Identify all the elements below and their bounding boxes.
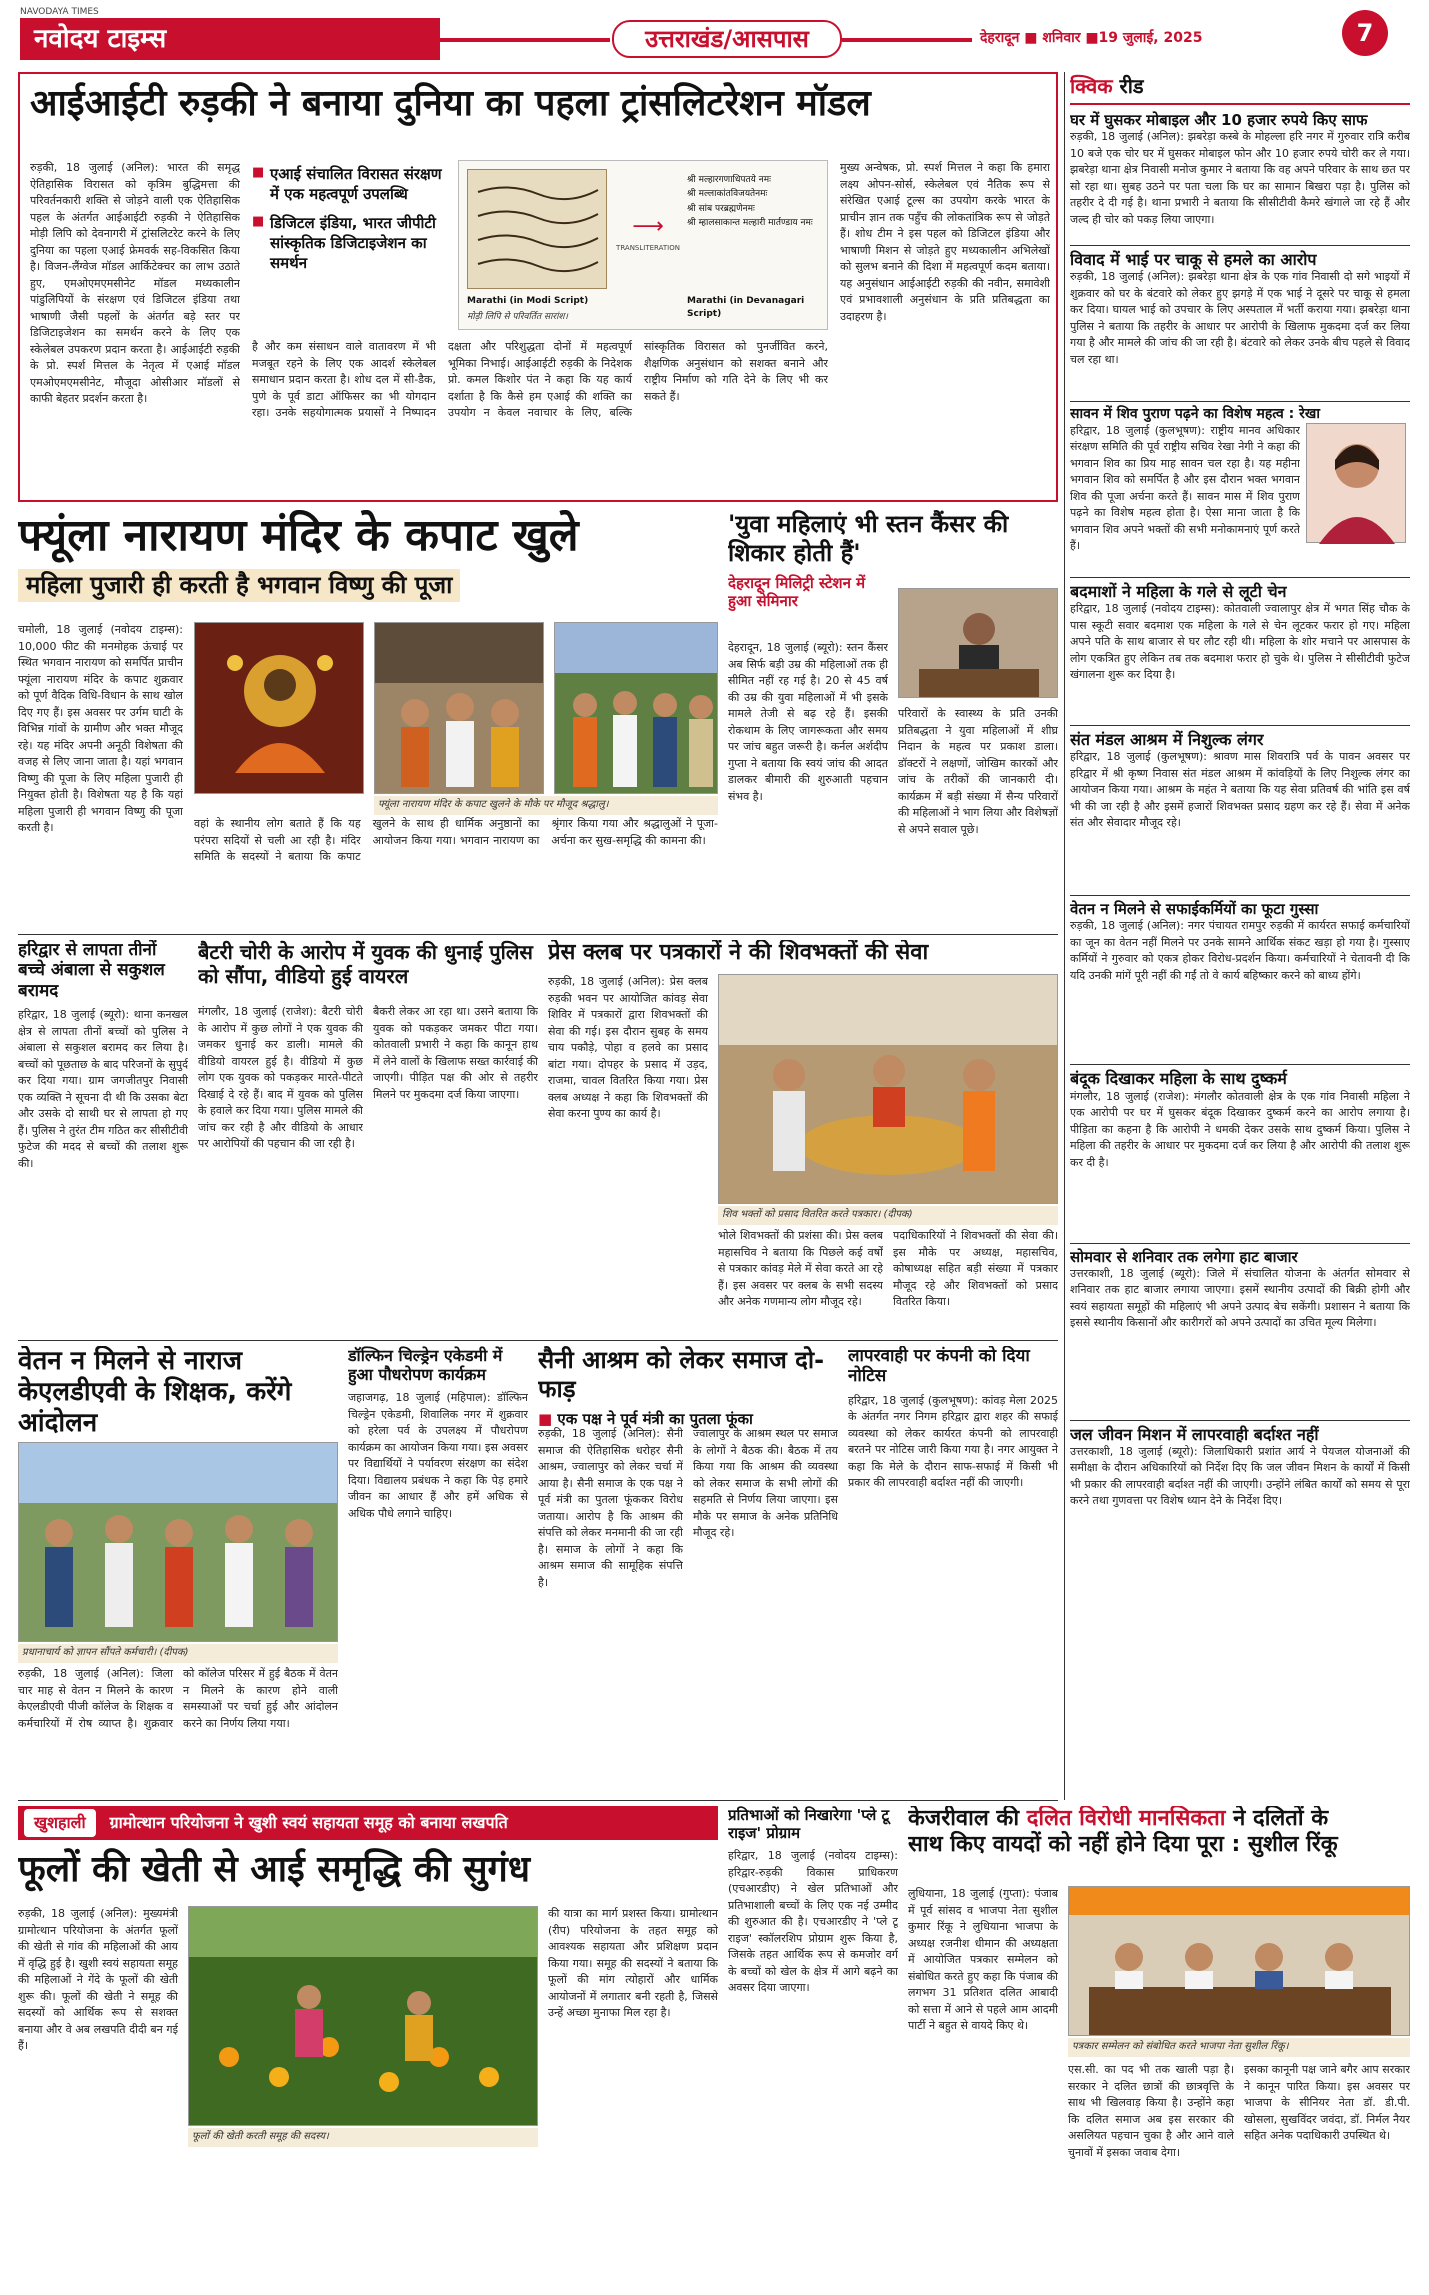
sidebar-headline: सोमवार से शनिवार तक लगेगा हाट बाजार <box>1070 1247 1298 1266</box>
lead-headline: आईआईटी रुड़की ने बनाया दुनिया का पहला ट्रांसलिटरेशन मॉडल <box>30 83 871 124</box>
saini-body: रुड़की, 18 जुलाई (अनिल): सैनी समाज की ऐतिहासिक धरोहर सैनी आश्रम, ज्वालापुर को लेकर चर्चा में आया है। सैनी समाज के एक पक्ष ने पूर्व मंत्री का पुतला फूंककर विरोध जताया। आरोप है कि आश्रम की संपत्ति को लेकर मनमानी की जा रही है। समाज के लोगों ने कहा कि आश्रम समाज की सामूहिक संपत्ति है। <box>538 1427 683 1589</box>
sidebar-body: रुड़की, 18 जुलाई (अनिल): नगर पंचायत रामपुर रुड़की में कार्यरत सफाई कर्मचारियों का जून का वेतन नहीं मिलने पर उनके सामने आर्थिक संकट खड़ा हो गया है। गुस्साए कर्मियों ने गुरुवार को एकत्र होकर विरोध-प्रदर्शन किया। कर्मचारियों ने चेतावनी दी कि यदि उनकी मांगें पूरी नहीं की गईं तो वे कार्य बहिष्कार करने को बाध्य होंगे। <box>1070 919 1410 982</box>
lead-bullet: ■ एआई संचालित विरासत संरक्षण में एक महत्वपूर्ण उपलब्धि <box>252 164 442 205</box>
arrow-right-icon: ⟶ <box>632 214 664 239</box>
divider <box>18 934 1058 935</box>
cancer-headline: 'युवा महिलाएं भी स्तन कैंसर की शिकार होती हैं' <box>728 510 1009 567</box>
rekha-portrait <box>1306 423 1406 543</box>
lead-figure <box>458 160 828 330</box>
flower-body: रुड़की, 18 जुलाई (अनिल): मुख्यमंत्री ग्रामोत्थान परियोजना के अंतर्गत फूलों की खेती से गांव की महिलाओं की आय में वृद्धि हुई है। खुशी स्वयं सहायता समूह की महिलाओं ने गेंदे के फूलों की खेती शुरू की। फूलों की खेती ने समूह की सदस्यों को आर्थिक रूप से सशक्त बनाया और वे अब लखपति दीदी बन गई हैं। <box>18 1907 178 2052</box>
teachers-photo-caption: प्रधानाचार्य को ज्ञापन सौंपते कर्मचारी। (दीपक) <box>18 1644 338 1663</box>
section-tag: उत्तराखंड/आसपास <box>612 20 842 58</box>
memorandum-handover-icon <box>19 1443 338 1642</box>
prasad-distribution-icon <box>719 975 1058 1204</box>
lead-bullet: ■ डिजिटल इंडिया, भारत जीपीटी सांस्कृतिक डिजिटाइजेशन का समर्थन <box>252 213 442 274</box>
person-icon <box>1307 424 1407 544</box>
temple-photo-caption: फ्यूंला नारायण मंदिर के कपाट खुलने के मौके पर मौजूद श्रद्धालु। <box>374 796 718 815</box>
masthead-rule-left <box>440 38 610 42</box>
divider <box>1070 401 1410 402</box>
dolphin-story <box>348 1346 528 1796</box>
dateline: देहरादून ■ शनिवार ■19 जुलाई, 2025 <box>980 30 1203 46</box>
temple-subhead: महिला पुजारी ही करती है भगवान विष्णु की पूजा <box>18 569 460 602</box>
press-story <box>548 940 1058 1335</box>
sidebar-headline: संत मंडल आश्रम में निशुल्क लंगर <box>1070 730 1264 750</box>
devanagari-line: श्री म्हालसाकान्त मल्हारी मार्तण्डाय नमः <box>687 218 813 229</box>
saini-kicker <box>538 1410 838 1428</box>
temple-story <box>18 510 718 930</box>
sidebar-headline: वेतन न मिलने से सफाईकर्मियों का फूटा गुस्सा <box>1070 900 1319 919</box>
divider <box>1070 577 1410 578</box>
battery-col2: बैकरी लेकर आ रहा था। उसने बताया कि युवक को पकड़कर जमकर पीटा गया। कोतवाली प्रभारी ने कहा कि कानून हाथ में लेने वालों के खिलाफ सख्त कार्रवाई की जाएगी। पीड़ित पक्ष की ओर से तहरीर मिलने पर मुकदमा दर्ज किया जाएगा। <box>373 1005 538 1101</box>
lead-bullets <box>252 164 442 281</box>
missing-story <box>18 940 188 1335</box>
dolphin-headline: डॉल्फिन चिल्ड्रेन एकेडमी में हुआ पौधरोपण कार्यक्रम <box>348 1346 503 1385</box>
pratibha-body: हरिद्वार, 18 जुलाई (नवोदय टाइम्स): हरिद्वार-रुड़की विकास प्राधिकरण (एचआरडीए) ने खेल प्रतिभाओं और प्रतिभाशाली बच्चों के लिए एक नई उम्मीद की शुरुआत की है। एचआरडीए ने 'प्ले टू राइज' स्कॉलरशिप प्रोग्राम शुरू किया है, जिसके तहत आर्थिक रूप से कमजोर वर्ग के बच्चों को खेल के क्षेत्र में आगे बढ़ने का अवसर दिया जाएगा। <box>728 1849 898 1994</box>
figure-arrow <box>613 211 683 253</box>
lead-story <box>18 72 1058 502</box>
rekha-block <box>1070 423 1410 573</box>
divider <box>1070 1420 1410 1421</box>
flower-col2: की यात्रा का मार्ग प्रशस्त किया। ग्रामोत्थान (रीप) परियोजना के तहत समूह को आवश्यक सहायता और प्रशिक्षण प्रदान किया गया। समूह की सदस्यों ने बताया कि फूलों की मांग त्योहारों और धार्मिक आयोजनों में लगातार बनी रहती है, जिससे उन्हें अच्छा मुनाफा मिल रहा है। <box>548 1907 718 2019</box>
flower-headline: फूलों की खेती से आई समृद्धि की सुगंध <box>18 1849 530 1890</box>
missing-body: हरिद्वार, 18 जुलाई (ब्यूरो): थाना कनखल क्षेत्र से लापता तीनों बच्चों को पुलिस ने अंबाला से सकुशल बरामद कर लिया है। बच्चों को पूछताछ के बाद परिजनों के सुपुर्द कर दिया गया। ग्राम जगजीतपुर निवासी एक व्यक्ति ने सूचना दी थी कि उसका बेटा और उसके दो साथी घर से लापता हो गए हैं। पुलिस ने तुरंत टीम गठित कर सीसीटीवी फुटेज की मदद से बच्चों की तलाश शुरू की। <box>18 1008 188 1170</box>
devanagari-line: श्री मल्हारगणाधिपतये नमः <box>687 175 771 185</box>
divider <box>1070 725 1410 726</box>
kejriwal-headline-part2: ने दलितों के <box>1233 1806 1329 1831</box>
teachers-photo <box>18 1442 338 1642</box>
missing-headline: हरिद्वार से लापता तीनों बच्चे अंबाला से सकुशल बरामद <box>18 940 165 1001</box>
lead-body: रुड़की, 18 जुलाई (अनिल): भारत की समृद्ध ऐतिहासिक विरासत को कृत्रिम बुद्धिमत्ता की परिवर्तनकारी शक्ति से जोड़ने वाली एक ऐतिहासिक पहल के अंतर्गत आईआईटी रुड़की ने ऐतिहासिक मोड़ी लिपि को देवनागरी में ट्रांसलिटरेट करने के लिए दुनिया का पहला एआई फ्रेमवर्क सह-विकसित किया है। विजन-लैंग्वेज मॉडल आर्किटेक्चर का लाभ उठाते हुए, एमओएमएमसीनेट मॉडल मध्यकालीन पांडुलिपियों के संरक्षण एवं डिजिटल इंडिया तथा भाषाणी जैसी पहलों के अंतर्गत बड़े स्तर पर डिजिटाइजेशन का समर्थन करने के लिए एक स्केलेबल उपकरण प्रदान करता है। आईआईटी रुड़की के प्रो. स्पर्श मित्तल के नेतृत्व में एआई मॉडल एमओएमएमसीनेट, मौजूदा ओसीआर मॉडलों से काफी बेहतर प्रदर्शन करता है। <box>30 161 240 405</box>
saini-headline: सैनी आश्रम को लेकर समाज दो-फाड़ <box>538 1346 825 1403</box>
quick-read-label-red: क्विक <box>1070 74 1113 98</box>
kejriwal-col3: इसका कानूनी पक्ष जाने बगैर आप सरकार ने कानून पारित किया। इस अवसर पर भाजपा के सीनियर नेता डॉ. डी.पी. खोसला, सुखविंदर जवंदा, डॉ. निर्मल नैयर सहित अनेक पदाधिकारी उपस्थित थे। <box>1244 2063 1410 2142</box>
group-icon <box>555 623 718 794</box>
kejriwal-photo <box>1068 1886 1410 2036</box>
notice-story <box>848 1346 1058 1796</box>
sidebar-body: रुड़की, 18 जुलाई (अनिल): झबरेड़ा थाना क्षेत्र के एक गांव निवासी दो सगे भाइयों में शुक्रवार को घर के बंटवारे को लेकर हुए झगड़े में एक भाई ने दूसरे पर चाकू से हमला कर दिया। घायल भाई को उपचार के लिए अस्पताल में भर्ती कराया गया। झबरेड़ा थाना पुलिस ने बताया कि तहरीर के आधार पर आरोपी के खिलाफ मुकदमा दर्ज कर लिया गया है और मामले की जांच की जा रही है। बंटवारे को लेकर उनके बीच पहले से विवाद चल रहा था। <box>1070 270 1410 366</box>
teachers-headline: वेतन न मिलने से नाराज केएलडीएवी के शिक्षक, करेंगे आंदोलन <box>18 1346 292 1439</box>
press-body: रुड़की, 18 जुलाई (अनिल): प्रेस क्लब रुड़की भवन पर आयोजित कांवड़ सेवा शिविर में पत्रकारों द्वारा शिवभक्तों की सेवा की गई। इस दौरान सुबह के समय चाय पकौड़े, पोहा व हलवे का प्रसाद बांटा गया। दोपहर के प्रसाद में उड़द, राजमा, चावल वितरित किया गया। प्रेस क्लब अध्यक्ष ने कहा कि शिवभक्तों की सेवा करना पुण्य का कार्य है। <box>548 975 708 1120</box>
idol-icon <box>195 623 364 794</box>
sidebar-headline: जल जीवन मिशन में लापरवाही बर्दाश्त नहीं <box>1070 1424 1319 1444</box>
sidebar-body: उत्तरकाशी, 18 जुलाई (ब्यूरो): जिले में संचालित योजना के अंतर्गत सोमवार से शनिवार तक हाट बाजार लगाया जाएगा। इसमें स्थानीय उत्पादों की बिक्री होगी और स्वयं सहायता समूहों की महिलाएं भी अपने उत्पाद बेच सकेंगी। प्रशासन ने बताया कि इससे स्थानीय किसानों और कारीगरों को अपने उत्पादों का उचित मूल्य मिलेगा। <box>1070 1266 1410 1330</box>
press-col2: भोले शिवभक्तों की प्रशंसा की। प्रेस क्लब महासचिव ने बताया कि पिछले कई वर्षों से पत्रकार कांवड़ मेले में सेवा करते आ रहे हैं। इस अवसर पर क्लब के सभी सदस्य और अनेक गणमान्य लोग मौजूद रहे। <box>718 1229 883 1308</box>
column-divider <box>1064 72 1065 1800</box>
divider <box>1070 895 1410 896</box>
khushali-banner <box>18 1806 718 1840</box>
masthead-rule-right <box>842 38 972 42</box>
lead-col2: है और कम संसाधन वाले वातावरण में भी मजबूत रहने के लिए एक आदर्श स्केलेबल समाधान प्रदान करता है। शोध दल में सी-डैक, पुणे के पूर्व डाटा ऑफिसर का भी योगदान रहा। उनके सहयोगात्मक प्रयासों ने निष्पादन दक्षता और परिशुद्धता दोनों में महत्वपूर्ण भूमिका निभाई। आईआईटी रुड़की के निदेशक प्रो. कमल किशोर पंत ने कहा कि यह कार्य दर्शाता है कि कैसे हम एआई की शक्ति का उपयोग न केवल नवाचार के लिए, बल्कि सांस्कृतिक विरासत को पुनर्जीवित करने, शैक्षणिक अनुसंधान को सशक्त बनाने और राष्ट्रीय निर्माण को गति देने के लिए भी कर सकते हैं। <box>252 340 828 419</box>
pratibha-story <box>728 1806 898 2276</box>
sidebar-headline: बदमाशों ने महिला के गले से लूटी चेन <box>1070 581 1287 601</box>
sidebar-headline: सावन में शिव पुराण पढ़ने का विशेष महत्व : रेखा <box>1070 406 1320 423</box>
temple-col2: वहां के स्थानीय लोग बताते हैं कि यह परंपरा सदियों से चली आ रही है। मंदिर समिति के सदस्यों ने बताया कि कपाट खुलने के साथ ही धार्मिक अनुष्ठानों का आयोजन किया गया। भगवान नारायण का श्रृंगार किया गया और श्रद्धालुओं ने पूजा-अर्चना कर सुख-समृद्धि की कामना की। <box>194 817 718 863</box>
sidebar-body: मंगलौर, 18 जुलाई (राजेश): मंगलौर कोतवाली क्षेत्र के एक गांव निवासी महिला ने एक आरोपी पर घर में घुसकर बंदूक दिखाकर दुष्कर्म करने का आरोप लगाया है। पीड़िता का कहना है कि आरोपी ने धमकी देकर उसके साथ दुष्कर्म किया। पुलिस ने महिला की तहरीर के आधार पर मुकदमा दर्ज कर लिया है और आरोपी की तलाश शुरू कर दी है। <box>1070 1089 1410 1169</box>
modi-script-graphic <box>468 170 608 290</box>
modi-script-image <box>467 169 607 289</box>
sidebar-body: हरिद्वार, 18 जुलाई (नवोदय टाइम्स): कोतवाली ज्वालापुर क्षेत्र में भगत सिंह चौक के पास स्कूटी सवार बदमाश एक महिला के गले से चेन लूटकर फरार हो गए। महिला अपने पति के साथ बाजार से घर लौट रही थी। महिला के शोर मचाने पर आसपास के लोग एकत्रित हुए लेकिन तब तक बदमाश फरार हो चुके थे। पुलिस ने सीसीटीवी फुटेज खंगालना शुरू कर दिया है। <box>1070 602 1410 682</box>
devanagari-line: श्री मल्लाकांतविजयतेनमः <box>687 189 768 200</box>
sidebar-headline: विवाद में भाई पर चाकू से हमले का आरोप <box>1070 250 1317 269</box>
cancer-story <box>728 510 1058 930</box>
top-tag: NAVODAYA TIMES <box>20 7 99 17</box>
cancer-kicker: देहरादून मिलिट्री स्टेशन में हुआ सेमिनार <box>728 573 866 610</box>
page-number-badge: 7 <box>1342 10 1388 56</box>
press-headline: प्रेस क्लब पर पत्रकारों ने की शिवभक्तों की सेवा <box>548 940 929 965</box>
kejriwal-body: लुधियाना, 18 जुलाई (गुप्ता): पंजाब में पूर्व सांसद व भाजपा नेता सुशील कुमार रिंकू ने लुधियाना भाजपा के अध्यक्ष रजनीश धीमान की अध्यक्षता में आयोजित पत्रकार सम्मेलन को संबोधित करते हुए कहा कि पंजाब की लगभग 31 प्रतिशत दलित आबादी को सत्ता में आने से पहले आम आदमी पार्टी ने बहुत से वायदे किए थे। <box>908 1887 1058 2032</box>
quick-read-sidebar <box>1070 72 1410 2042</box>
divider <box>1070 1243 1410 1244</box>
kejriwal-headline <box>908 1806 1410 1832</box>
temple-photo-crowd <box>374 622 544 794</box>
devanagari-output <box>687 173 823 231</box>
sidebar-body: हरिद्वार, 18 जुलाई (कुलभूषण): राष्ट्रीय मानव अधिकार संरक्षण समिति की पूर्व राष्ट्रीय सचिव रेखा नेगी ने कहा की भगवान शिव का प्रिय माह सावन चल रहा है। यह महीना भगवान शिव को समर्पित है और इस दौरान भक्त भगवान शिव की पूजा अर्चना करते हैं। सावन मास में शिव पुराण पढ़ने का विशेष महत्व होता है। ऐसा माना जाता है कि भगवान शिव अपने भक्तों की सभी मनोकामनाएं पूर्ण करते हैं। <box>1070 423 1300 553</box>
press-col3: पदाधिकारियों ने शिवभक्तों की सेवा की। इस मौके पर अध्यक्ष, महासचिव, कोषाध्यक्ष सहित बड़ी संख्या में पत्रकार मौजूद रहे और शिवभक्तों को प्रसाद वितरित किया। <box>893 1229 1058 1308</box>
notice-headline: लापरवाही पर कंपनी को दिया नोटिस <box>848 1346 1030 1387</box>
battery-headline: बैटरी चोरी के आरोप में युवक की धुनाई पुलिस को सौंपा, वीडियो हुई वायरल <box>198 940 533 988</box>
flower-photo <box>188 1906 538 2126</box>
kejriwal-headline-highlight: दलित विरोधी मानसिकता <box>1026 1806 1226 1831</box>
saini-kicker-text: एक पक्ष ने पूर्व मंत्री का पुतला फूंका <box>557 1409 753 1428</box>
temple-headline: फ्यूंला नारायण मंदिर के कपाट खुले <box>18 510 579 561</box>
figure-left-caption: Marathi (in Modi Script) <box>467 296 589 306</box>
banner-text: ग्रामोत्थान परियोजना ने खुशी स्वयं सहायता समूह को बनाया लखपति <box>109 1813 508 1833</box>
kejriwal-headline-line2: साथ किए वायदों को नहीं होने दिया पूरा : सुशील रिंकू <box>908 1832 1338 1858</box>
flower-photo-caption: फूलों की खेती करती समूह की सदस्य। <box>188 2128 538 2147</box>
divider <box>18 1800 1058 1801</box>
flower-section <box>18 1806 718 2276</box>
quick-read-label <box>1070 72 1410 105</box>
sidebar-body: रुड़की, 18 जुलाई (अनिल): झबरेड़ा कस्बे के मोहल्ला हरि नगर में गुरुवार रात्रि करीब 10 बजे एक चोर घर में घुसकर मोबाइल फोन और 10 हजार रुपये चोरी कर ले गया। झबरेड़ा थाना क्षेत्र निवासी मनोज कुमार ने बताया कि वह अपने परिवार के साथ छत पर सो रहा था। सुबह उठने पर पता चला कि घर का सामान बिखरा पड़ा है। पुलिस को तहरीर दे दी गई है। थाना प्रभारी ने बताया कि सीसीटीवी कैमरे खंगाले जा रहे हैं और जल्द ही चोर को पकड़ लिया जाएगा। <box>1070 130 1410 226</box>
divider <box>1070 245 1410 246</box>
teachers-body: रुड़की, 18 जुलाई (अनिल): जिला चार माह से वेतन न मिलने के कारण केएलडीएवी पीजी कॉलेज के शिक्षक व कर्मचारियों में रोष व्याप्त है। शुक्रवार को कॉलेज परिसर में हुई बैठक में वेतन न मिलने के कारण होने वाली समस्याओं पर चर्चा हुई और आंदोलन करने का निर्णय लिया गया। <box>18 1667 338 1730</box>
battery-body: मंगलौर, 18 जुलाई (राजेश): बैटरी चोरी के आरोप में कुछ लोगों ने एक युवक की जमकर धुनाई कर डाली। मामले की वीडियो वायरल हुई है। वीडियो में कुछ लोग एक युवक को पकड़कर मारते-पीटते दिखाई दे रहे हैं। बाद में युवक को पुलिस के हवाले कर दिया गया। पुलिस मामले की जांच कर रही है और वीडियो के आधार पर आरोपियों की पहचान की जा रही है। <box>198 1005 363 1150</box>
marigold-field-icon <box>189 1907 538 2126</box>
figure-note: मोड़ी लिपि से परिवर्तित सारांश। <box>467 312 568 322</box>
cancer-photo <box>898 588 1058 698</box>
sidebar-body: हरिद्वार, 18 जुलाई (कुलभूषण): श्रावण मास शिवरात्रि पर्व के पावन अवसर पर हरिद्वार में श्री कृष्ण निवास संत मंडल आश्रम में कांवड़ियों के लिए निशुल्क लंगर का आयोजन किया गया। आश्रम के महंत ने बताया कि यह सेवा प्रतिवर्ष की भांति इस वर्ष भी की जा रही है और इसमें हजारों शिवभक्त प्रसाद ग्रहण कर रहे हैं। सेवा में अनेक संत और सेवादार मौजूद रहे। <box>1070 750 1410 830</box>
press-photo-caption: शिव भक्तों को प्रसाद वितरित करते पत्रकार। (दीपक) <box>718 1206 1058 1225</box>
temple-photo-idol <box>194 622 364 794</box>
temple-photo-group <box>554 622 718 794</box>
sidebar-headline: बंदूक दिखाकर महिला के साथ दुष्कर्म <box>1070 1069 1287 1089</box>
press-conference-icon <box>1069 1887 1410 2036</box>
sidebar-body: उत्तरकाशी, 18 जुलाई (ब्यूरो): जिलाधिकारी प्रशांत आर्य ने पेयजल योजनाओं की समीक्षा के दौरान अधिकारियों को निर्देश दिए कि जल जीवन मिशन के कार्यों में किसी भी प्रकार की लापरवाही बर्दाश्त नहीं की जाएगी। उन्होंने लंबित कार्यों को समय से पूरा करने तथा गुणवत्ता पर विशेष ध्यान देने के निर्देश दिए। <box>1070 1444 1410 1508</box>
divider <box>18 1340 1058 1341</box>
crowd-icon <box>375 623 544 794</box>
speaker-icon <box>899 589 1058 698</box>
bullet-square-icon: ■ <box>538 1409 553 1428</box>
cancer-col2: परिवारों के स्वास्थ्य के प्रति उनकी प्रतिबद्धता ने युवा महिलाओं में शीघ्र निदान के महत्व पर प्रकाश डाला। डॉक्टरों ने लक्षणों, जोखिम कारकों और जांच के तरीकों की जानकारी दी। कार्यक्रम में बड़ी संख्या में सैन्य परिवारों की महिलाओं ने भाग लिया और विशेषज्ञों से अपने सवाल पूछे। <box>898 707 1058 836</box>
battery-story <box>198 940 538 1335</box>
sidebar-headline: घर में घुसकर मोबाइल और 10 हजार रुपये किए साफ <box>1070 111 1368 129</box>
banner-label: खुशहाली <box>24 1809 96 1836</box>
figure-right-caption: Marathi (in Devanagari Script) <box>687 296 805 320</box>
pratibha-headline: प्रतिभाओं को निखारेगा 'प्ले टू राइज' प्रोग्राम <box>728 1806 890 1842</box>
temple-body: चमोली, 18 जुलाई (नवोदय टाइम्स): 10,000 फीट की मनमोहक ऊंचाई पर स्थित भगवान नारायण को समर्पित प्राचीन फ्यूंला नारायण मंदिर के कपाट शुक्रवार को पूर्ण वैदिक विधि-विधान के साथ खोल दिए गए हैं। इस अवसर पर उर्गम घाटी के विभिन्न गांवों के ग्रामीण और भक्त मौजूद रहे। यह मंदिर अपनी अनूठी विशेषता की वजह से लिए जाना जाता है। यहां भगवान विष्णु की पूजा के लिए महिला पुजारी ही नियुक्त होती है। विशेषता यह है कि यहां महिला पुजारी ही भगवान विष्णु की पूजा करती है। <box>18 623 183 834</box>
cancer-body: देहरादून, 18 जुलाई (ब्यूरो): स्तन कैंसर अब सिर्फ बड़ी उम्र की महिलाओं तक ही सीमित नहीं रह गई है। 20 से 45 वर्ष की उम्र की युवा महिलाओं में भी इसके मामले तेजी से बढ़ रहे हैं। इसकी रोकथाम के लिए जागरूकता और समय पर जांच बहुत जरूरी है। कर्नल अर्शदीप गुप्ता ने बताया कि स्वयं जांच की आदत डालकर बीमारी की शुरुआती पहचान संभव है। <box>728 641 888 803</box>
kejriwal-headline-part1: केजरीवाल की <box>908 1806 1020 1831</box>
saini-col2: ज्वालापुर के आश्रम स्थल पर समाज के लोगों ने बैठक की। बैठक में तय किया गया कि आश्रम की व्यवस्था को लेकर समाज के सभी लोगों की सहमति से निर्णय लिया जाएगा। इस मौके पर समाज के अनेक प्रतिनिधि मौजूद रहे। <box>693 1427 838 1539</box>
quick-read-label-black: रीड <box>1119 74 1144 98</box>
figure-arrow-label: TRANSLITERATION <box>616 243 680 252</box>
divider <box>1070 1064 1410 1065</box>
press-photo <box>718 974 1058 1204</box>
kejriwal-photo-caption: पत्रकार सम्मेलन को संबोधित करते भाजपा नेता सुशील रिंकू। <box>1068 2038 1410 2057</box>
devanagari-line: श्री सांब परब्रह्मणेनमः <box>687 203 755 214</box>
kejriwal-story <box>908 1806 1410 2276</box>
teachers-story <box>18 1346 338 1796</box>
notice-body: हरिद्वार, 18 जुलाई (कुलभूषण): कांवड़ मेला 2025 के अंतर्गत नगर निगम हरिद्वार द्वारा शहर की सफाई व्यवस्था को लेकर कार्यरत कंपनी को लापरवाही बरतने पर नोटिस जारी किया गया है। नगर आयुक्त ने कहा कि मेले के दौरान साफ-सफाई में किसी भी प्रकार की लापरवाही बर्दाश्त नहीं की जाएगी। <box>848 1393 1058 1490</box>
brand-name: नवोदय टाइम्स <box>20 18 440 60</box>
saini-story <box>538 1346 838 1796</box>
kejriwal-col2: एस.सी. का पद भी तक खाली पड़ा है। सरकार ने दलित छात्रों की छात्रवृत्ति के साथ भी खिलवाड़ किया है। उन्होंने कहा कि दलित समाज अब इस सरकार की असलियत पहचान चुका है और आने वाले चुनावों में इसका जवाब देगा। <box>1068 2063 1234 2159</box>
dolphin-body: जहाजगढ़, 18 जुलाई (महिपाल): डॉल्फिन चिल्ड्रेन एकेडमी, शिवालिक नगर में शुक्रवार को हरेला पर्व के उपलक्ष्य में पौधरोपण कार्यक्रम का आयोजन किया गया। इस अवसर पर विद्यार्थियों ने पर्यावरण संरक्षण का संदेश दिया। विद्यालय प्रबंधक ने कहा कि पेड़ हमारे जीवन का आधार हैं और हमें अधिक से अधिक पौधे लगाने चाहिए। <box>348 1391 528 1520</box>
lead-col3: मुख्य अन्वेषक, प्रो. स्पर्श मित्तल ने कहा कि हमारा लक्ष्य ओपन-सोर्स, स्केलेबल एवं नैतिक रूप से संरेखित एआई टूल्स का उपयोग करके भारत के प्राचीन ज्ञान तक पहुँच की लोकतांत्रिक रूप से जोड़ते हैं। शोध टीम ने इस पहल को डिजिटल इंडिया और भाषाणी मिशन से जोड़ते हुए मध्यकालीन अभिलेखों को सुलभ बनाने की दिशा में महत्वपूर्ण कदम बताया। यह अनुसंधान आईआईटी रुड़की की नवीन, समावेशी एवं प्रभावशाली अनुसंधान के प्रति प्रतिबद्धता का उदाहरण है। <box>840 161 1050 323</box>
